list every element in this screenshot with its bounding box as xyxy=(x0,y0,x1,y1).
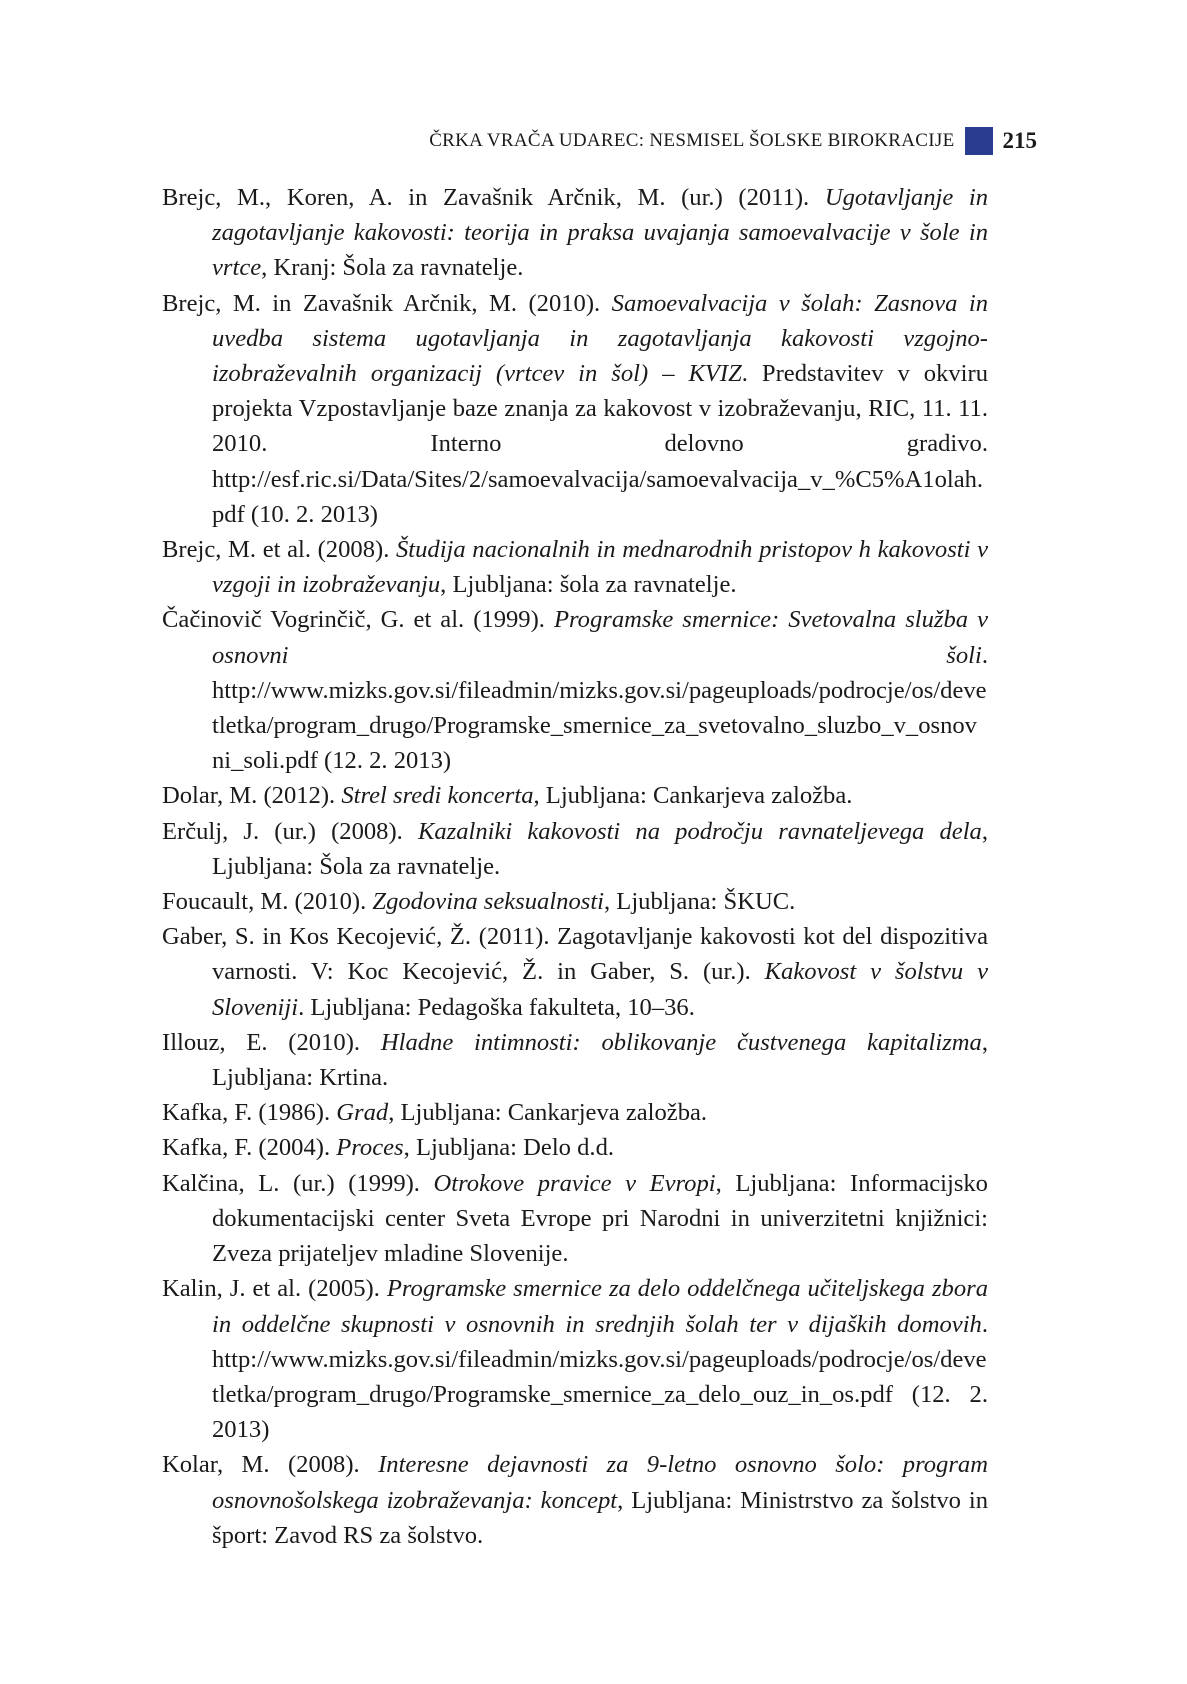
reference-publication: , Ljubljana: Cankarjeva založba. xyxy=(388,1099,708,1127)
reference-title: Hladne intimnosti: oblikovanje čustvenega kapitalizma xyxy=(380,1028,982,1056)
reference-authors-year: Brejc, M. et al. (2008). xyxy=(162,536,396,564)
reference-authors-year: Kalin, J. et al. (2005). xyxy=(162,1275,387,1303)
reference-entry xyxy=(162,778,988,813)
accent-square-icon xyxy=(965,127,993,155)
reference-title: Zgodovina seksualnosti xyxy=(372,888,604,916)
reference-publication: , Ljubljana: Ministrstvo za šolstvo in šport: Zavod RS za šolstvo. xyxy=(212,1486,988,1549)
reference-entry xyxy=(162,1095,988,1130)
reference-title: Samoevalvacija v šolah: Zasnova in uvedba sistema ugotavljanja in zagotavljanja kakovosti vzgojno-izobraževalnih organizacij (vrtcev in šol) – KVIZ xyxy=(212,289,989,388)
reference-publication: . http://www.mizks.gov.si/fileadmin/mizks.gov.si/pageuploads/podrocje/os/devetletka/program_drugo/Programske_smernice_za_svetovalno_sluzbo_v_osnovni_soli.pdf (12. 2. 2013) xyxy=(212,641,988,775)
reference-entry xyxy=(162,1271,988,1447)
reference-entry xyxy=(162,286,988,532)
running-title: ČRKA VRAČA UDAREC: NESMISEL ŠOLSKE BIROKRACIJE xyxy=(429,130,955,151)
reference-publication: , Kranj: Šola za ravnatelje. xyxy=(261,254,524,282)
reference-title: Kazalniki kakovosti na področju ravnateljevega dela xyxy=(417,817,982,845)
reference-title: Otrokove pravice v Evropi xyxy=(433,1169,716,1197)
reference-publication: , Ljubljana: šola za ravnatelje. xyxy=(440,571,737,599)
reference-entry xyxy=(162,1447,988,1553)
reference-authors-year: Brejc, M. in Zavašnik Arčnik, M. (2010). xyxy=(162,289,612,317)
reference-entry xyxy=(162,180,988,286)
reference-title: Grad xyxy=(336,1099,389,1127)
reference-title: Študija nacionalnih in mednarodnih pristopov h kakovosti v vzgoji in izobraževanju xyxy=(212,536,989,599)
reference-authors-year: Kalčina, L. (ur.) (1999). xyxy=(162,1169,434,1197)
reference-entry xyxy=(162,1130,988,1165)
reference-entry xyxy=(162,1166,988,1272)
reference-publication: , Ljubljana: Informacijsko dokumentacijski center Sveta Evrope pri Narodni in univerzitetni knjižnici: Zveza prijateljev mladine Slovenije. xyxy=(212,1169,988,1268)
reference-publication: , Ljubljana: Krtina. xyxy=(212,1028,988,1092)
page-number: 215 xyxy=(1002,128,1037,153)
reference-entry xyxy=(162,814,988,884)
reference-entry xyxy=(162,919,988,1025)
reference-publication: , Ljubljana: Delo d.d. xyxy=(403,1134,615,1162)
reference-entry xyxy=(162,602,988,778)
reference-authors-year: Foucault, M. (2010). xyxy=(162,888,373,916)
reference-authors-year: Gaber, S. in Kos Kecojević, Ž. (2011). Zagotavljanje kakovosti kot del dispozitiva varnosti. V: Koc Kecojević, Ž. in Gaber, S. (ur.). xyxy=(162,923,988,986)
reference-title: Strel sredi koncerta xyxy=(341,782,534,810)
reference-title: Programske smernice za delo oddelčnega učiteljskega zbora in oddelčne skupnosti v osnovnih in srednjih šolah ter v dijaških domovih xyxy=(212,1275,988,1338)
reference-title: Proces xyxy=(336,1134,404,1162)
reference-publication: . http://www.mizks.gov.si/fileadmin/mizks.gov.si/pageuploads/podrocje/os/devetletka/program_drugo/Programske_smernice_za_delo_ouz_in_os.pdf (12. 2. 2013) xyxy=(212,1310,988,1444)
reference-title: Kakovost v šolstvu v Sloveniji xyxy=(212,958,988,1021)
reference-authors-year: Kafka, F. (1986). xyxy=(162,1099,337,1127)
reference-entry xyxy=(162,884,988,919)
reference-authors-year: Kafka, F. (2004). xyxy=(162,1134,337,1162)
reference-title: Programske smernice: Svetovalna služba v osnovni šoli xyxy=(212,606,988,669)
reference-authors-year: Čačinovič Vogrinčič, G. et al. (1999). xyxy=(162,606,554,634)
reference-publication: , Ljubljana: Šola za ravnatelje. xyxy=(212,817,988,880)
reference-authors-year: Kolar, M. (2008). xyxy=(162,1451,379,1479)
reference-title: Ugotavljanje in zagotavljanje kakovosti: teorija in praksa uvajanja samoevalvacije v šole in vrtce xyxy=(212,184,989,282)
reference-publication: , Ljubljana: Cankarjeva založba. xyxy=(533,782,853,810)
reference-publication: , Ljubljana: ŠKUC. xyxy=(604,888,796,916)
reference-authors-year: Brejc, M., Koren, A. in Zavašnik Arčnik, M. (ur.) (2011). xyxy=(162,184,825,211)
reference-title: Interesne dejavnosti za 9-letno osnovno šolo: program osnovnošolskega izobraževanja: koncept xyxy=(212,1451,988,1514)
reference-list xyxy=(162,180,988,1553)
reference-publication: . Ljubljana: Pedagoška fakulteta, 10–36. xyxy=(298,993,695,1021)
reference-authors-year: Dolar, M. (2012). xyxy=(162,782,342,810)
running-header xyxy=(429,127,1037,155)
reference-authors-year: Illouz, E. (2010). xyxy=(162,1028,381,1056)
reference-authors-year: Erčulj, J. (ur.) (2008). xyxy=(162,817,418,845)
reference-publication: . Predstavitev v okviru projekta Vzpostavljanje baze znanja za kakovost v izobraževanju, RIC, 11. 11. 2010. Interno delovno gradivo. http://esf.ric.si/Data/Sites/2/samoevalvacija/samoevalvacija_v_%C5%A1olah.pdf (10. 2. 2013) xyxy=(212,360,988,528)
reference-entry xyxy=(162,532,988,602)
reference-entry xyxy=(162,1025,988,1095)
